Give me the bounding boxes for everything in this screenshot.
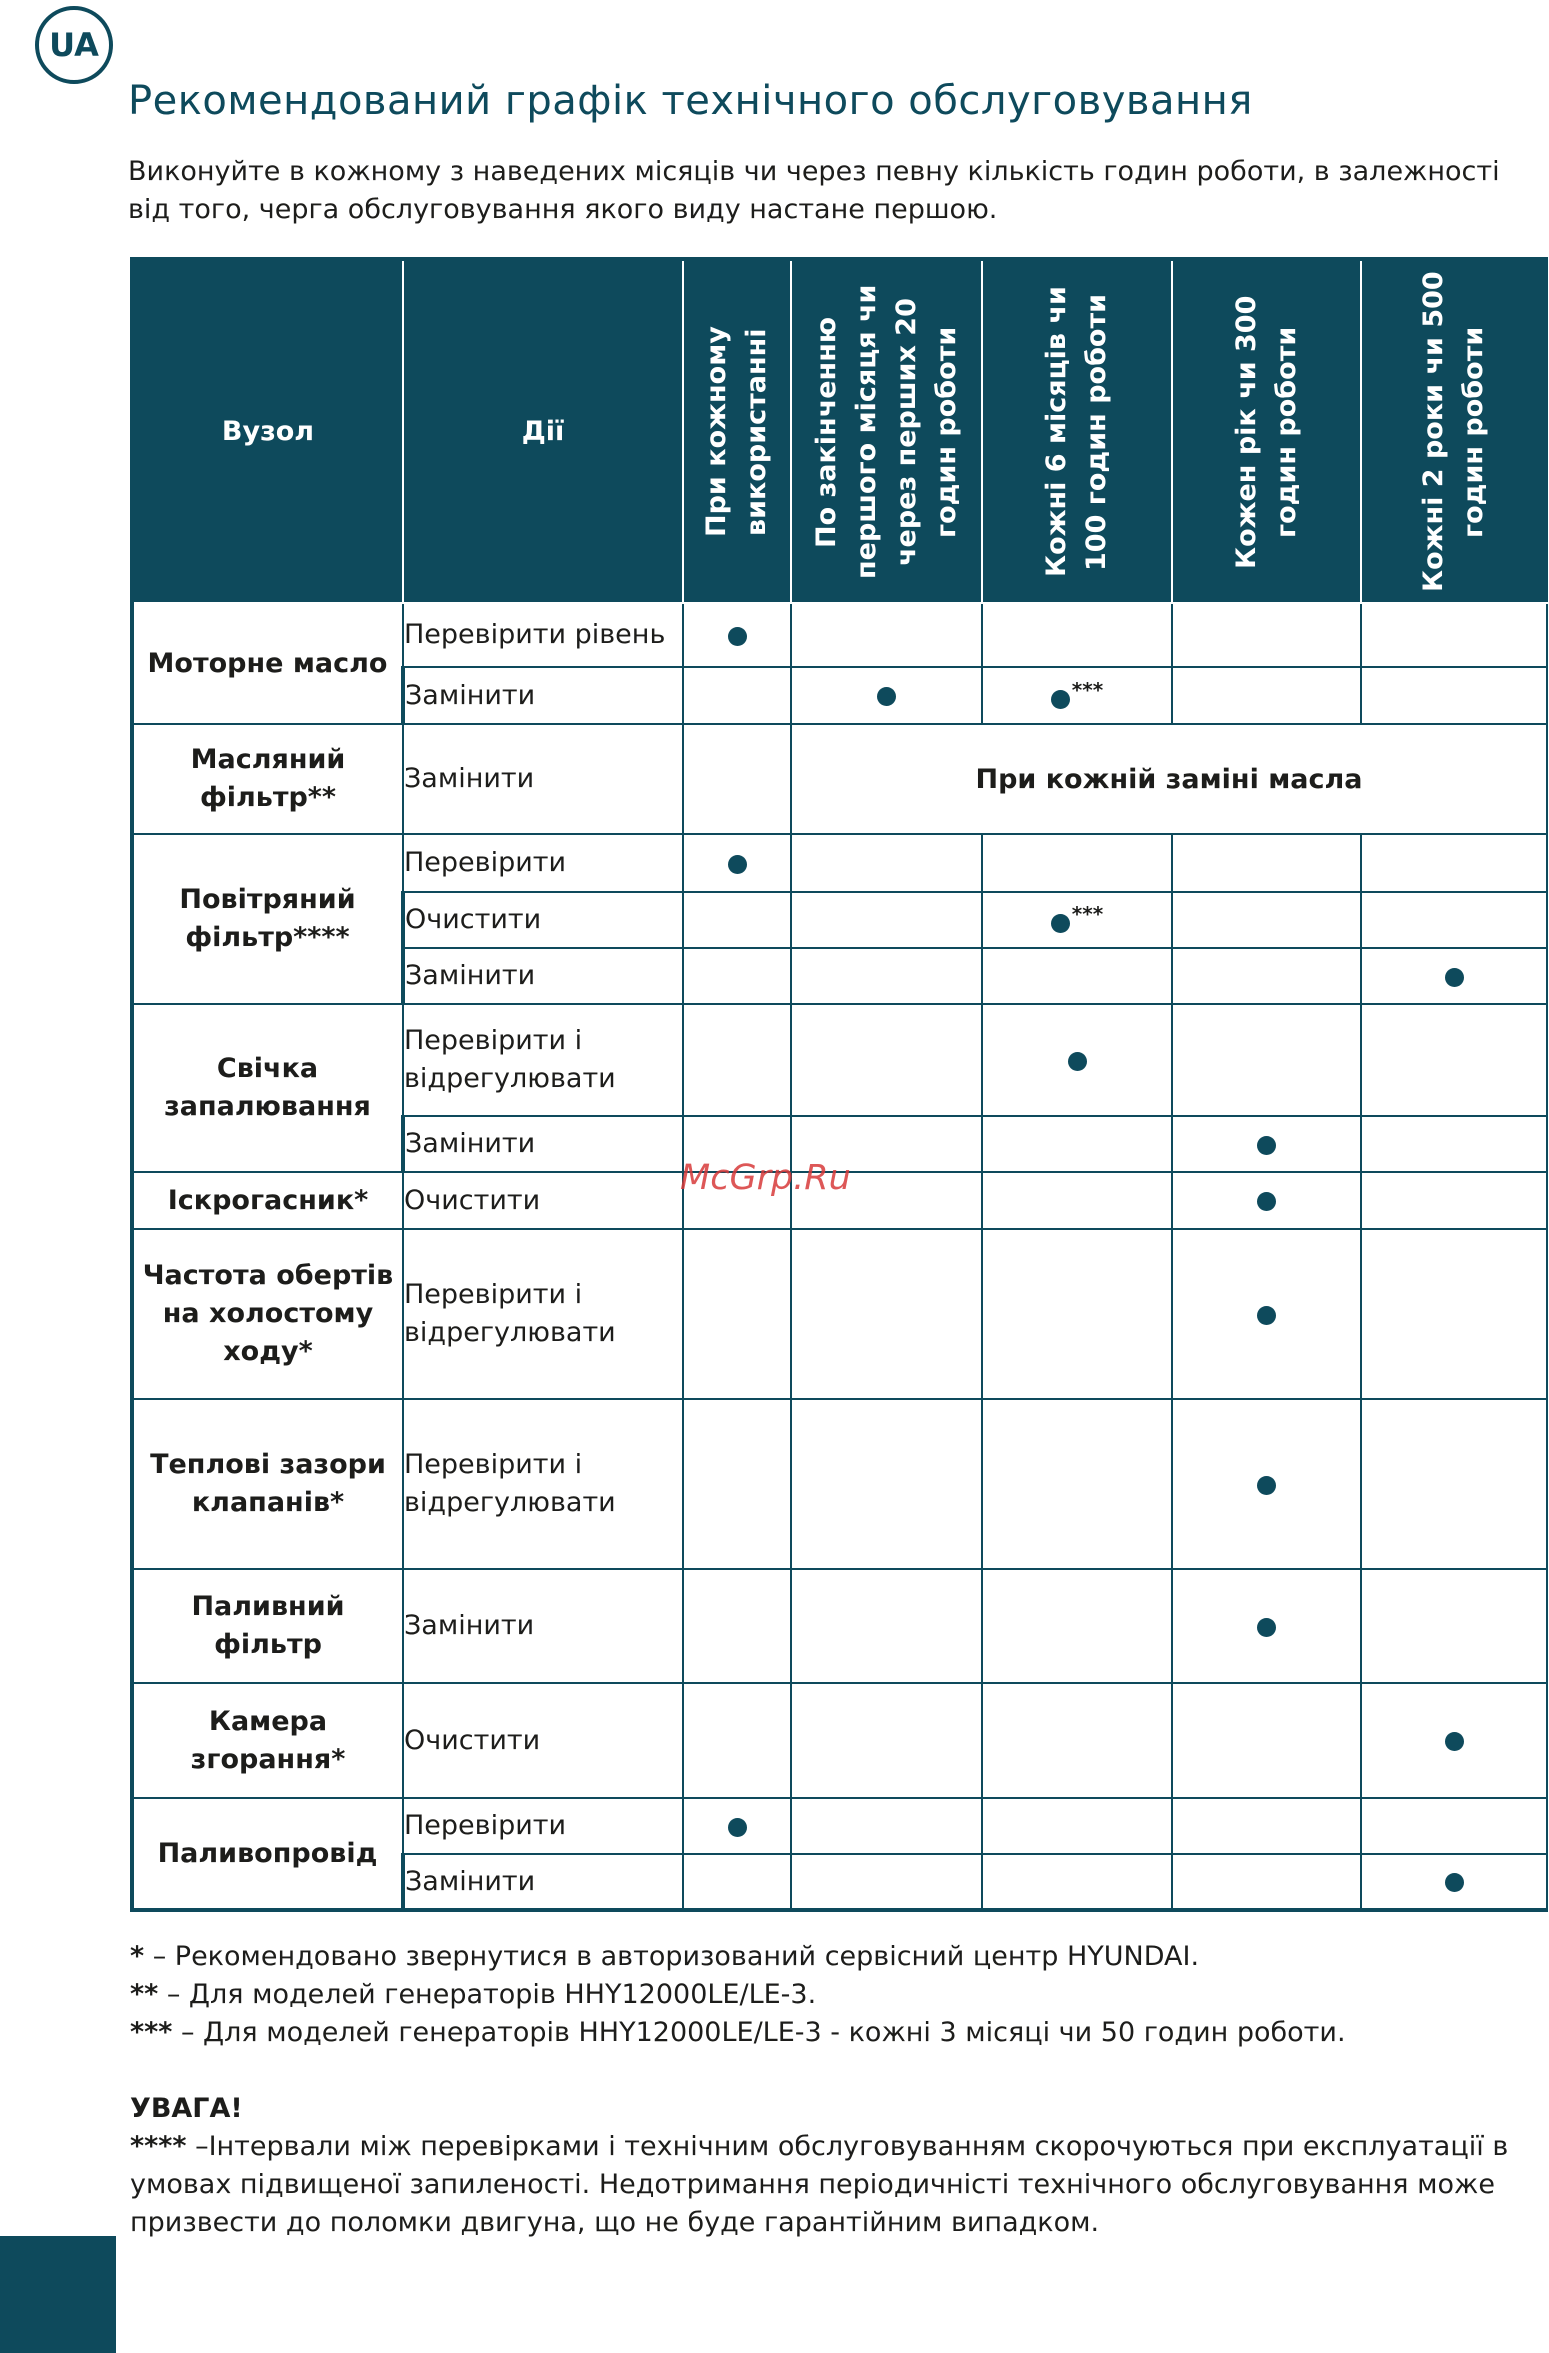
header-2-years-text: Кожні 2 роки чи 500 годин роботи — [1418, 271, 1489, 592]
header-unit: Вузол — [132, 259, 403, 603]
cell — [1361, 834, 1547, 892]
header-first-month — [791, 259, 982, 603]
table-row — [132, 1798, 1547, 1854]
cell — [1172, 834, 1361, 892]
footnote-1-mark: * — [130, 1941, 145, 1972]
dot-marker — [1445, 968, 1464, 987]
action-check-adjust: Перевірити і відрегулювати — [403, 1399, 683, 1569]
cell — [982, 1569, 1172, 1683]
cell — [683, 948, 791, 1004]
action-clean: Очистити — [403, 1683, 683, 1798]
cell — [683, 834, 791, 892]
cell — [791, 1229, 982, 1399]
action-replace: Замінити — [403, 948, 683, 1004]
header-first-month-text: По закінченню першого місяця чи через перших 20 годин роботи — [810, 284, 962, 579]
action-replace: Замінити — [403, 1116, 683, 1172]
action-check-adjust: Перевірити і відрегулювати — [403, 1229, 683, 1399]
action-check-level: Перевірити рівень — [403, 603, 683, 667]
action-check-adjust: Перевірити і відрегулювати — [403, 1004, 683, 1116]
footnote-1 — [130, 1938, 1530, 1976]
cell — [791, 667, 982, 724]
footnote-3 — [130, 2014, 1530, 2052]
dot-marker — [728, 855, 747, 874]
footnote-stars: *** — [1071, 902, 1104, 926]
cell — [1361, 603, 1547, 667]
action-replace: Замінити — [403, 667, 683, 724]
footnote-1-text: – Рекомендовано звернутися в авторизований сервісний центр HYUNDAI. — [144, 1941, 1200, 1972]
action-clean: Очистити — [403, 892, 683, 948]
cell — [683, 1569, 791, 1683]
unit-air-filter: Повітряний фільтр**** — [132, 834, 403, 1004]
dot-marker — [877, 687, 896, 706]
warning-body: –Інтервали між перевірками і технічним обслуговуванням скорочуються при експлуатації в умовах підвищеної запиленості. Недотримання періодичністі технічного обслуговування може призвести до поломки двигуна, що не буде гарантійним випадком. — [130, 2131, 1509, 2238]
cell — [1361, 1798, 1547, 1854]
cell — [982, 603, 1172, 667]
cell — [1172, 1399, 1361, 1569]
cell — [1361, 1854, 1547, 1910]
unit-oil: Моторне масло — [132, 603, 403, 724]
cell — [982, 1683, 1172, 1798]
cell — [1172, 1229, 1361, 1399]
corner-decoration — [0, 2236, 116, 2353]
dot-marker — [1051, 690, 1070, 709]
dot-marker — [1257, 1476, 1276, 1495]
language-badge — [35, 6, 113, 84]
cell — [982, 667, 1172, 724]
cell — [1361, 1004, 1547, 1116]
cell — [1361, 1229, 1547, 1399]
cell — [1172, 1116, 1361, 1172]
header-yearly-text: Кожен рік чи 300 годин роботи — [1230, 294, 1302, 569]
cell — [791, 1569, 982, 1683]
header-yearly — [1172, 259, 1361, 603]
table-row — [132, 1399, 1547, 1569]
cell — [1361, 1399, 1547, 1569]
dot-marker — [1445, 1732, 1464, 1751]
cell — [1361, 667, 1547, 724]
cell — [1172, 1854, 1361, 1910]
cell — [791, 1399, 982, 1569]
unit-spark-arrester: Іскрогасник* — [132, 1172, 403, 1229]
header-2-years — [1361, 259, 1547, 603]
dot-marker — [1257, 1136, 1276, 1155]
cell — [1172, 892, 1361, 948]
table-row — [132, 1004, 1547, 1116]
cell — [683, 1683, 791, 1798]
cell — [1172, 603, 1361, 667]
cell — [683, 892, 791, 948]
unit-fuel-filter: Паливний фільтр — [132, 1569, 403, 1683]
action-replace: Замінити — [403, 1854, 683, 1910]
cell — [1361, 948, 1547, 1004]
cell — [1172, 948, 1361, 1004]
footnote-3-text: – Для моделей генераторів HHY12000LE/LE-3 - кожні 3 місяці чи 50 годин роботи. — [172, 2017, 1346, 2048]
cell — [683, 667, 791, 724]
table-row — [132, 1229, 1547, 1399]
cell — [982, 834, 1172, 892]
action-clean: Очистити — [403, 1172, 683, 1229]
cell — [683, 603, 791, 667]
footnotes — [130, 1938, 1530, 2242]
footnote-2-text: – Для моделей генераторів HHY12000LE/LE-3. — [158, 1979, 817, 2010]
cell — [982, 1004, 1172, 1116]
warning-text — [130, 2128, 1530, 2242]
cell — [1172, 667, 1361, 724]
dot-marker — [1068, 1052, 1087, 1071]
cell — [982, 1854, 1172, 1910]
footnote-3-mark: *** — [130, 2017, 173, 2048]
unit-combustion-chamber: Камера згорання* — [132, 1683, 403, 1798]
cell — [683, 1399, 791, 1569]
oil-filter-note: При кожній заміні масла — [791, 724, 1547, 834]
cell — [1361, 1116, 1547, 1172]
dot-marker — [1445, 1873, 1464, 1892]
unit-oil-filter: Масляний фільтр** — [132, 724, 403, 834]
cell — [683, 1229, 791, 1399]
cell — [683, 1004, 791, 1116]
dot-marker — [728, 627, 747, 646]
table-row — [132, 1683, 1547, 1798]
unit-fuel-line: Паливопровід — [132, 1798, 403, 1910]
cell — [1361, 1172, 1547, 1229]
cell — [1172, 1683, 1361, 1798]
action-replace: Замінити — [403, 1569, 683, 1683]
cell — [982, 892, 1172, 948]
cell — [791, 603, 982, 667]
header-every-use — [683, 259, 791, 603]
cell — [1361, 1569, 1547, 1683]
table-row — [132, 603, 1547, 667]
cell — [1361, 1683, 1547, 1798]
maintenance-table — [130, 257, 1548, 1912]
cell — [791, 834, 982, 892]
cell — [683, 724, 791, 834]
header-every-use-text: При кожному використанні — [701, 326, 772, 537]
cell — [982, 1229, 1172, 1399]
cell — [683, 1854, 791, 1910]
page-title: Рекомендований графік технічного обслуговування — [128, 78, 1253, 124]
warning-title: УВАГА! — [130, 2093, 243, 2124]
dot-marker — [1257, 1192, 1276, 1211]
cell — [791, 1004, 982, 1116]
dot-marker — [1257, 1306, 1276, 1325]
action-check: Перевірити — [403, 1798, 683, 1854]
header-6-months — [982, 259, 1172, 603]
unit-valve-clearance: Теплові зазори клапанів* — [132, 1399, 403, 1569]
header-action: Дії — [403, 259, 683, 603]
header-row — [132, 259, 1547, 603]
cell — [791, 892, 982, 948]
footnote-stars: *** — [1071, 677, 1104, 702]
unit-spark-plug: Свічка запалювання — [132, 1004, 403, 1172]
cell — [791, 1683, 982, 1798]
cell — [1172, 1569, 1361, 1683]
watermark: McGrp.Ru — [680, 1158, 851, 1198]
action-check: Перевірити — [403, 834, 683, 892]
cell — [982, 1116, 1172, 1172]
cell — [791, 1854, 982, 1910]
header-6-months-text: Кожні 6 місяців чи 100 годин роботи — [1041, 286, 1112, 577]
intro-paragraph: Виконуйте в кожному з наведених місяців чи через певну кількість годин роботи, в залежності від того, черга обслуговування якого виду настане першою. — [128, 156, 1500, 225]
action-replace: Замінити — [403, 724, 683, 834]
footnote-2 — [130, 1976, 1530, 2014]
cell — [1172, 1004, 1361, 1116]
dot-marker — [728, 1818, 747, 1837]
cell — [982, 1798, 1172, 1854]
badge-text: UA — [49, 26, 99, 64]
cell — [791, 1798, 982, 1854]
dot-marker — [1257, 1618, 1276, 1637]
cell — [982, 1172, 1172, 1229]
table-row — [132, 1569, 1547, 1683]
cell — [982, 1399, 1172, 1569]
footnote-2-mark: ** — [130, 1979, 159, 2010]
cell — [683, 1798, 791, 1854]
dot-marker — [1051, 914, 1070, 933]
cell — [791, 948, 982, 1004]
table-row — [132, 834, 1547, 892]
unit-idle-speed: Частота обертів на холостому ходу* — [132, 1229, 403, 1399]
cell — [1361, 892, 1547, 948]
warning-mark: **** — [130, 2131, 187, 2162]
table-row — [132, 724, 1547, 834]
cell — [1172, 1172, 1361, 1229]
cell — [982, 948, 1172, 1004]
cell — [1172, 1798, 1361, 1854]
